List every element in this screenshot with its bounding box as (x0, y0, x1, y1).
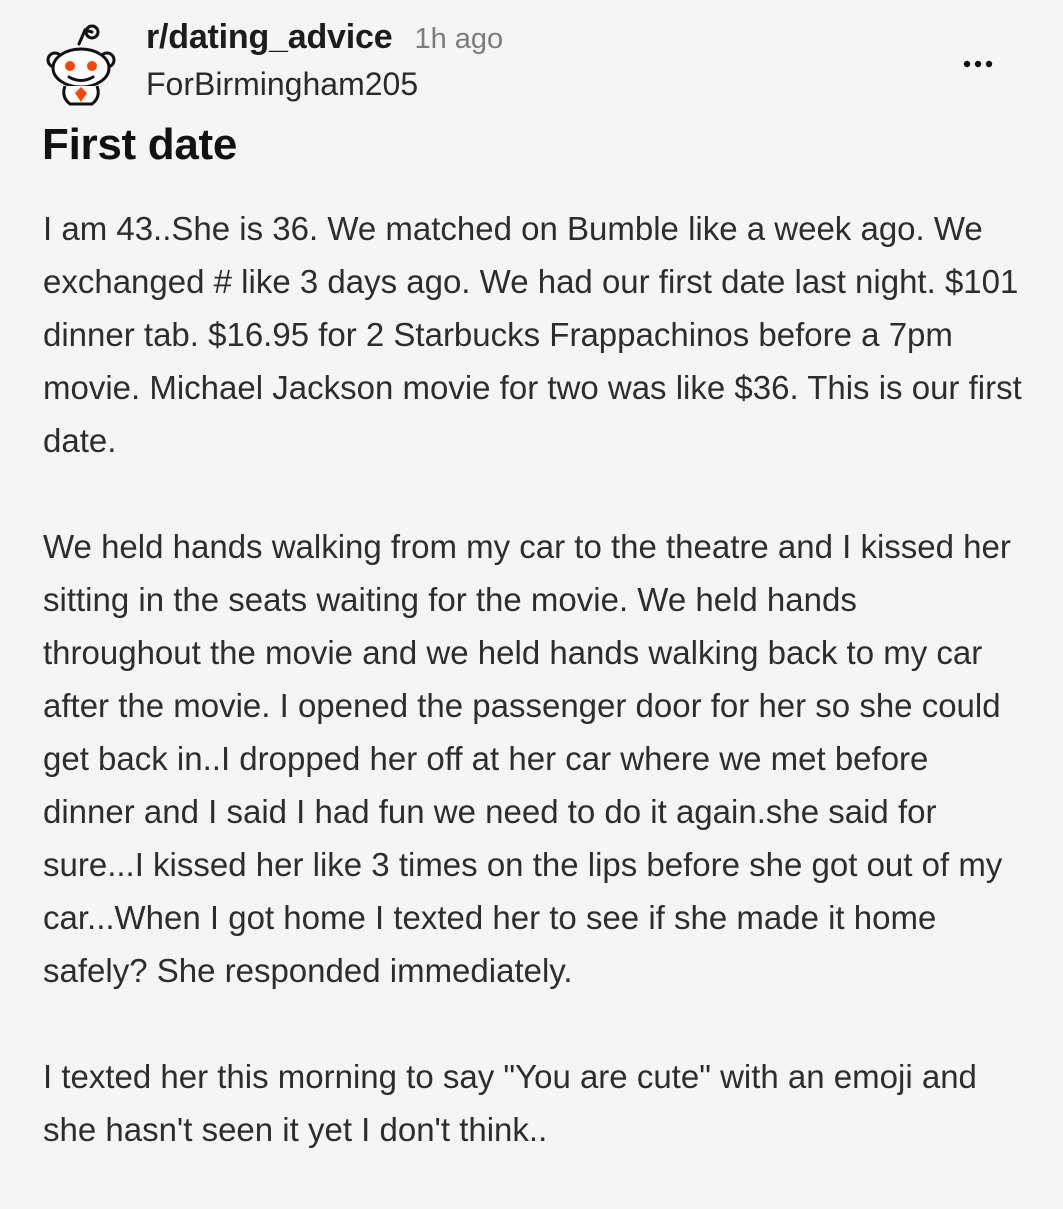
subreddit-line (146, 18, 503, 57)
more-options-icon[interactable] (955, 54, 1001, 74)
subreddit-link[interactable]: r/dating_advice (146, 18, 393, 56)
post-paragraph: I am 43..She is 36. We matched on Bumble like a week ago. We exchanged # like 3 days ago. We had our first date last night. $101 dinner tab. $16.95 for 2 Starbucks Frappachinos before a 7pm movie. Michael Jackson movie for two was like $36. This is our first date. (43, 210, 1022, 459)
post-time: 1h ago (414, 23, 504, 55)
post-meta (146, 18, 503, 103)
post-body (43, 202, 1023, 1209)
post-title[interactable]: First date (42, 120, 238, 169)
post-paragraph: We held hands walking from my car to the theatre and I kissed her sitting in the seats waiting for the movie. We held hands throughout the movie and we held hands walking back to my car after the movie. I opened the passenger door for her so she could get back in..I dropped her off at her car where we met before dinner and I said I had fun we need to do it again.she said for sure...I kissed her like 3 times on the lips before she got out of my car...When I got home I texted her to see if she made it home safely? She responded immediately. (43, 528, 1011, 989)
post-paragraph: I texted her this morning to say "You are cute" with an emoji and she hasn't seen it yet I don't think.. (43, 1058, 977, 1148)
reddit-snoo-avatar-icon[interactable] (40, 22, 122, 108)
author-link[interactable]: ForBirmingham205 (146, 66, 419, 102)
